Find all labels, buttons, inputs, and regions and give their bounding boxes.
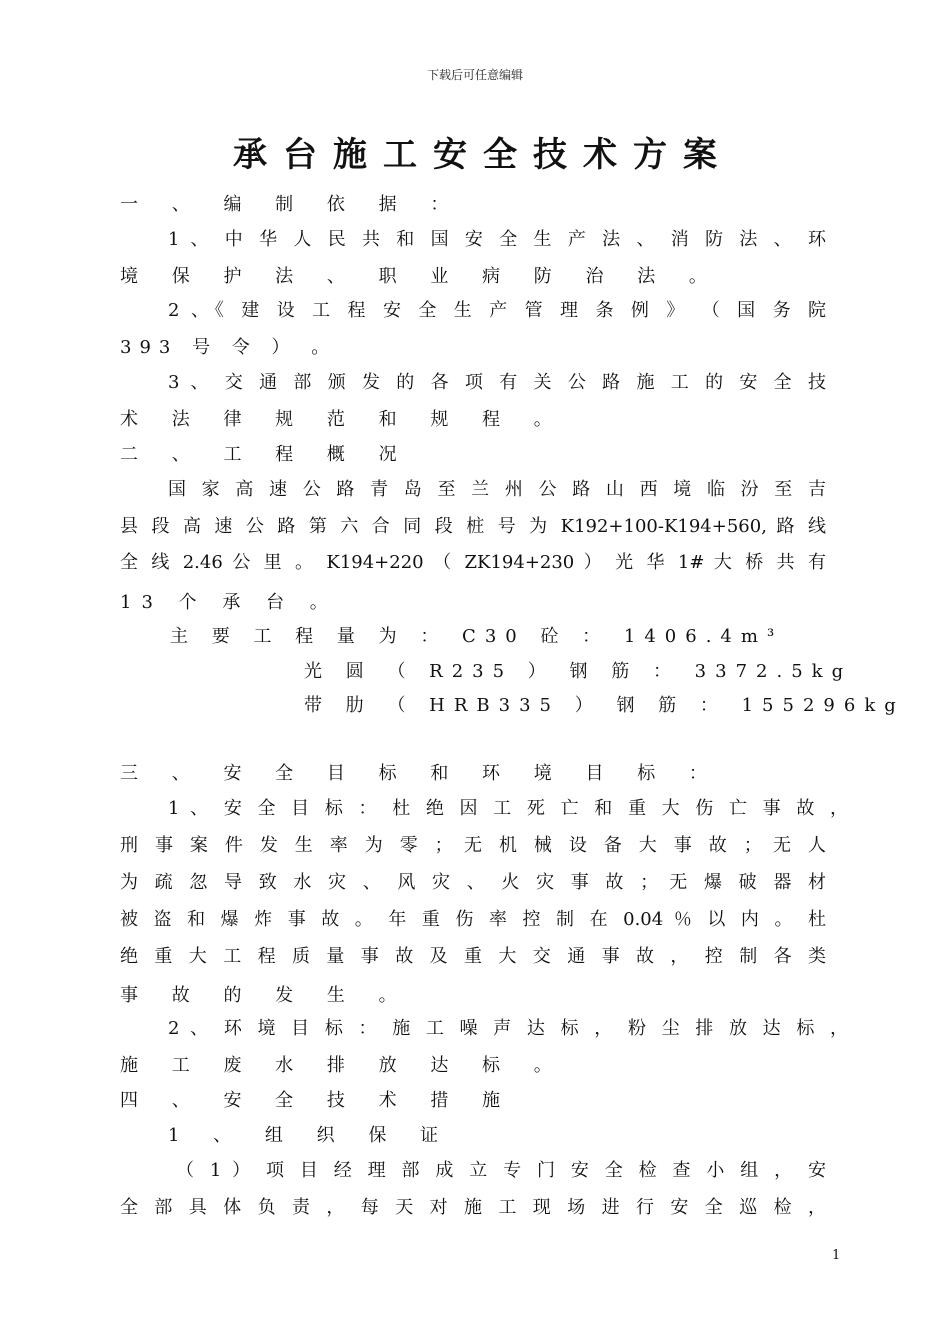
paragraph-line: 1 、 中 华 人 民 共 和 国 安 全 生 产 法 、 消 防 法 、 环 xyxy=(168,229,826,250)
paragraph-line: 刑 事 案 件 发 生 率 为 零 ； 无 机 械 设 备 大 事 故 ； 无 人 xyxy=(120,835,826,856)
paragraph-line: （ 1 ） 项 目 经 理 部 成 立 专 门 安 全 检 查 小 组 ， 安 xyxy=(176,1160,826,1181)
page-number: 1 xyxy=(832,1248,841,1263)
section-heading-3: 三 、 安 全 目 标 和 环 境 目 标 ： xyxy=(120,763,721,784)
page-header: 下载后可任意编辑 xyxy=(426,68,523,82)
paragraph-line: 绝 重 大 工 程 质 量 事 故 及 重 大 交 通 事 故 ， 控 制 各 类 xyxy=(120,946,826,967)
paragraph-line: 393 号 令 ） 。 xyxy=(120,337,338,358)
subsection-heading: 1 、 组 织 保 证 xyxy=(168,1125,453,1146)
section-heading-1: 一 、 编 制 依 据 ： xyxy=(120,194,463,215)
paragraph-line: 县 段 高 速 公 路 第 六 合 同 段 桩 号 为 K192+100-K194+560, 路 线 xyxy=(120,516,826,537)
paragraph-line: 13 个 承 台 。 xyxy=(120,592,338,613)
paragraph-line: 1 、 安 全 目 标 ： 杜 绝 因 工 死 亡 和 重 大 伤 亡 事 故 ， xyxy=(168,798,848,819)
section-heading-4: 四 、 安 全 技 术 措 施 xyxy=(120,1090,515,1111)
paragraph-line: 2 、《 建 设 工 程 安 全 生 产 管 理 条 例 》 （ 国 务 院 xyxy=(168,300,826,321)
paragraph-line: 术 法 律 规 范 和 规 程 。 xyxy=(120,409,566,430)
document-title: 承台施工安全技术方案 xyxy=(233,135,733,175)
section-heading-2: 二 、 工 程 概 况 xyxy=(120,444,411,465)
quantity-line: 带 肋 （ HRB335 ） 钢 筋 ： 155296kg xyxy=(304,695,905,716)
paragraph-line: 为 疏 忽 导 致 水 灾 、 风 灾 、 火 灾 事 故 ； 无 爆 破 器 材 xyxy=(120,872,826,893)
paragraph-line: 全 部 具 体 负 责 ， 每 天 对 施 工 现 场 进 行 安 全 巡 检 ， xyxy=(120,1197,826,1218)
paragraph-line: 施 工 废 水 排 放 达 标 。 xyxy=(120,1055,566,1076)
paragraph-line: 境 保 护 法 、 职 业 病 防 治 法 。 xyxy=(120,266,721,287)
quantity-line: 主 要 工 程 量 为 ： C30 砼 ： 1406.4m³ xyxy=(170,626,784,647)
quantity-line: 光 圆 （ R235 ） 钢 筋 ： 3372.5kg xyxy=(304,661,853,682)
paragraph-line: 3 、 交 通 部 颁 发 的 各 项 有 关 公 路 施 工 的 安 全 技 xyxy=(168,372,826,393)
paragraph-line: 全 线 2.46 公 里 。 K194+220 （ ZK194+230 ） 光 华 1# 大 桥 共 有 xyxy=(120,552,826,573)
paragraph-line: 被 盗 和 爆 炸 事 故 。 年 重 伤 率 控 制 在 0.04 ％ 以 内 。 杜 xyxy=(120,909,826,930)
paragraph-line: 国 家 高 速 公 路 青 岛 至 兰 州 公 路 山 西 境 临 汾 至 吉 xyxy=(168,479,826,500)
paragraph-line: 事 故 的 发 生 。 xyxy=(120,985,411,1006)
paragraph-line: 2 、 环 境 目 标 ： 施 工 噪 声 达 标 ， 粉 尘 排 放 达 标 ， xyxy=(168,1018,848,1039)
